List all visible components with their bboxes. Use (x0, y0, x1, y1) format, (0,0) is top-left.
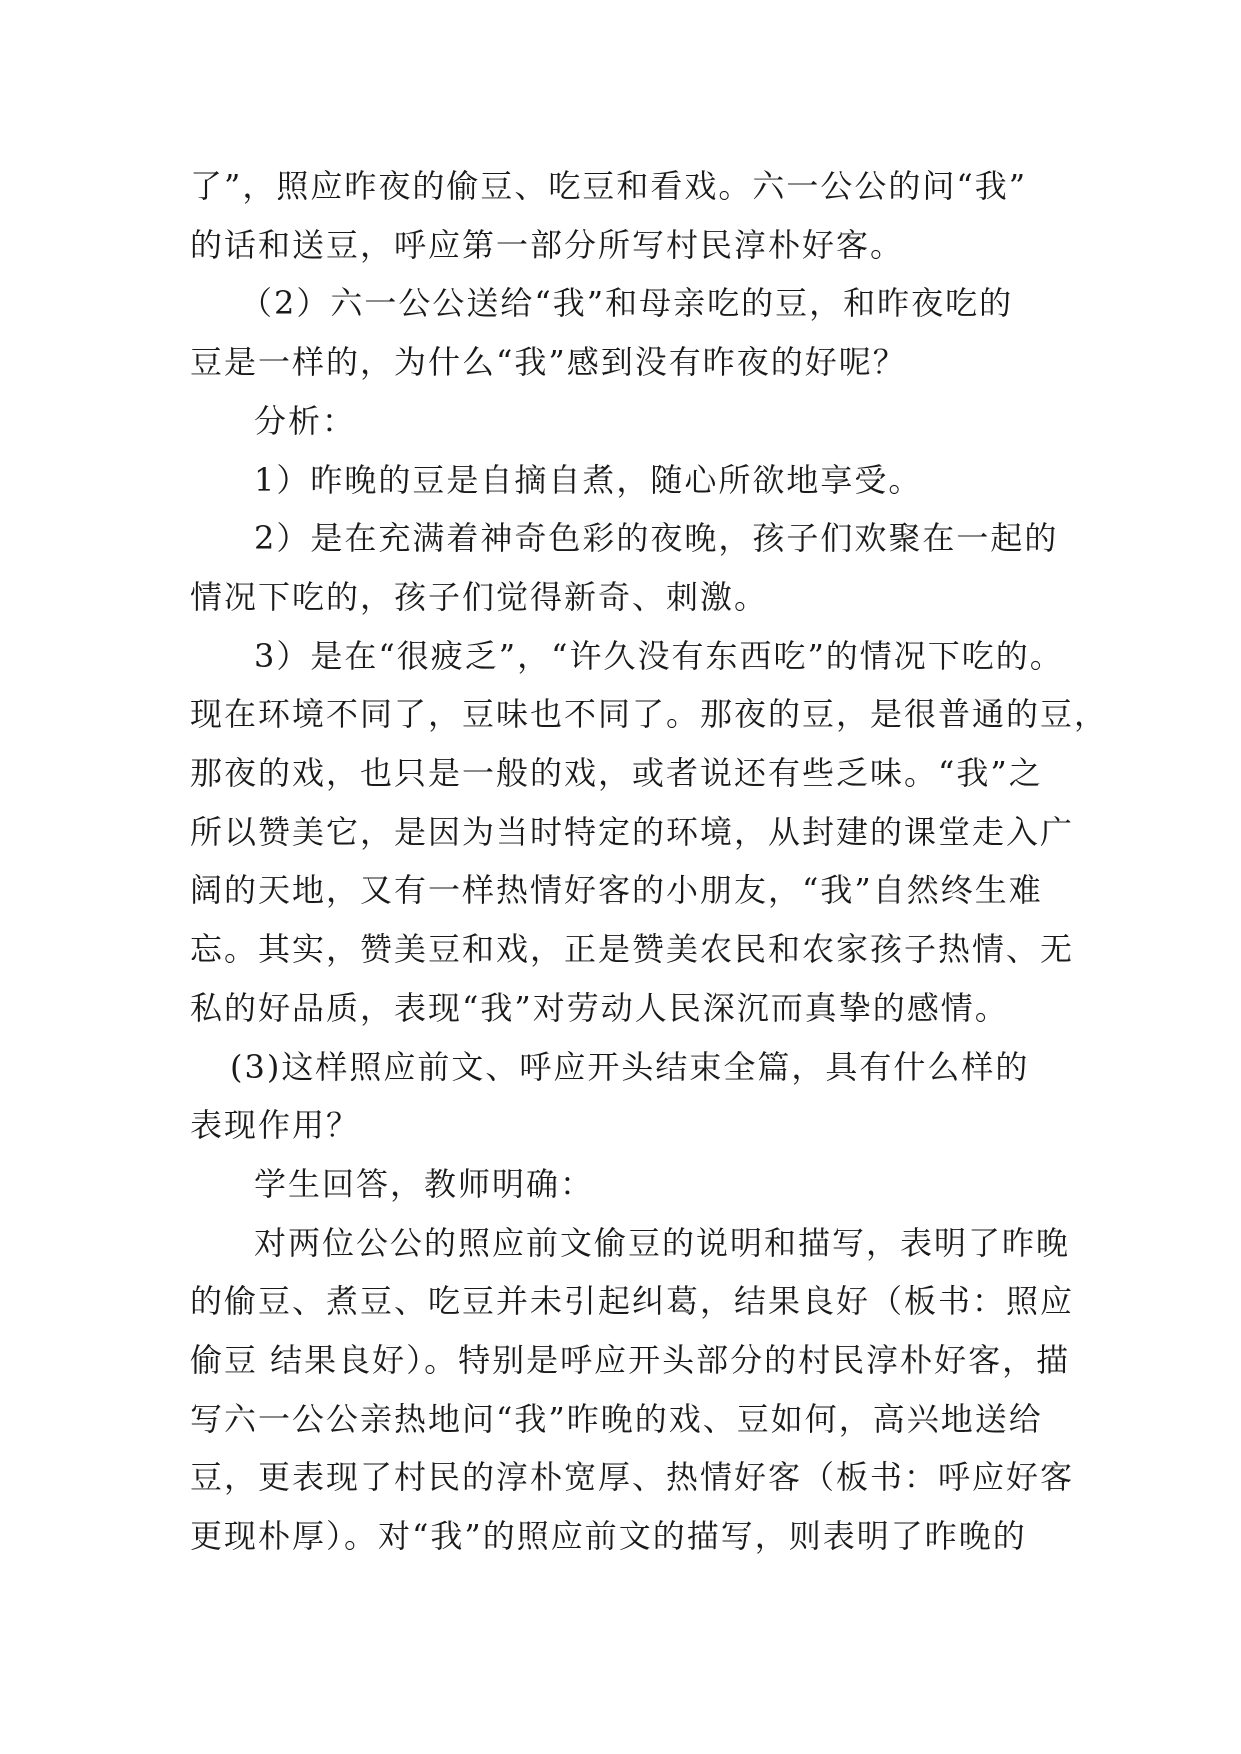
text-line: 豆是一样的，为什么“我”感到没有昨夜的好呢？ (190, 343, 907, 382)
text-line: 了”，照应昨夜的偷豆、吃豆和看戏。六一公公的问“我” (190, 167, 1028, 205)
text-line: 私的好品质，表现“我”对劳动人民深沉而真挚的感情。 (190, 988, 1009, 1027)
analysis-point-3: 3）是在“很疲乏”，“许久没有东西吃”的情况下吃的。 (254, 636, 1064, 675)
text-line: 更现朴厚）。对“我”的照应前文的描写，则表明了昨晚的 (190, 1517, 1027, 1556)
text-line: 豆，更表现了村民的淳朴宽厚、热情好客（板书：呼应好客 (190, 1458, 1075, 1497)
text-line: 偷豆 结果良好）。特别是呼应开头部分的村民淳朴好客，描 (190, 1341, 1071, 1380)
analysis-point-2: 2）是在充满着神奇色彩的夜晚，孩子们欢聚在一起的 (254, 519, 1059, 558)
text-line: 忘。其实，赞美豆和戏，正是赞美农民和农家孩子热情、无 (190, 930, 1075, 969)
text-line: 那夜的戏，也只是一般的戏，或者说还有些乏味。“我”之 (190, 754, 1043, 793)
text-line: 现在环境不同了，豆味也不同了。那夜的豆，是很普通的豆， (190, 695, 1109, 734)
question-3-line: (3)这样照应前文、呼应开头结束全篇，具有什么样的 (230, 1047, 1030, 1086)
text-line: 写六一公公亲热地问“我”昨晚的戏、豆如何，高兴地送给 (190, 1399, 1043, 1438)
answer-paragraph-start: 对两位公公的照应前文偷豆的说明和描写，表明了昨晚 (254, 1223, 1071, 1262)
text-line: 表现作用？ (190, 1106, 361, 1145)
document-body (190, 157, 1109, 1566)
text-line: 情况下吃的，孩子们觉得新奇、刺激。 (190, 577, 769, 616)
analysis-heading: 分析： (254, 401, 357, 440)
answer-heading: 学生回答，教师明确： (254, 1164, 595, 1203)
analysis-point-1: 1）昨晚的豆是自摘自煮，随心所欲地享受。 (254, 460, 923, 499)
text-line: 的话和送豆，呼应第一部分所写村民淳朴好客。 (190, 225, 905, 264)
text-line: 所以赞美它，是因为当时特定的环境，从封建的课堂走入广 (190, 812, 1075, 851)
question-2-line: （2）六一公公送给“我”和母亲吃的豆，和昨夜吃的 (240, 284, 1014, 323)
text-line: 阔的天地，又有一样热情好客的小朋友，“我”自然终生难 (190, 871, 1043, 910)
text-line: 的偷豆、煮豆、吃豆并未引起纠葛，结果良好（板书：照应 (190, 1282, 1075, 1321)
